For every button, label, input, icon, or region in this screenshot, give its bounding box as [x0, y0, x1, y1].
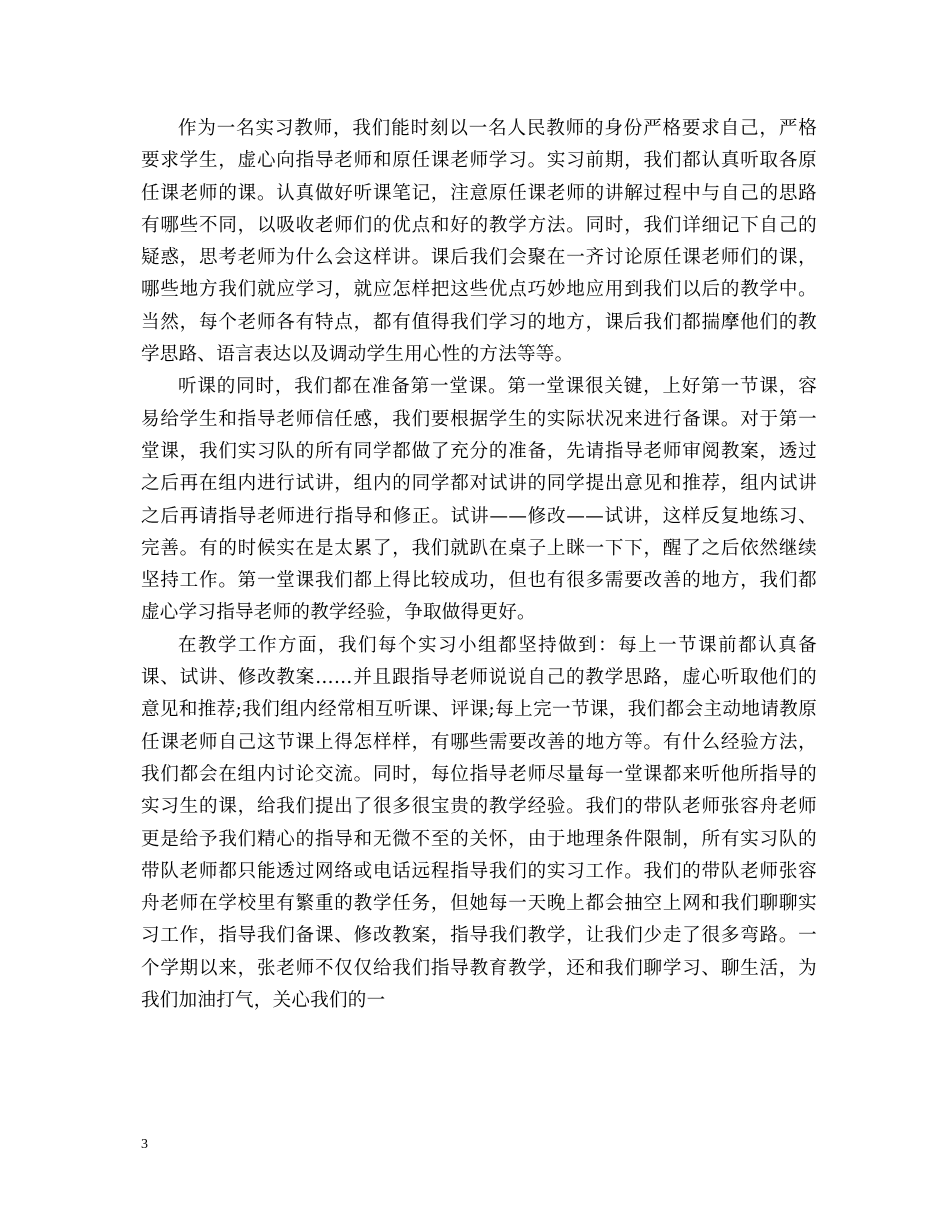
body-text: [141, 113, 817, 1017]
paragraph-2: 听课的同时，我们都在准备第一堂课。第一堂课很关键，上好第一节课，容易给学生和指导老师信任感，我们要根据学生的实际状况来进行备课。对于第一堂课，我们实习队的所有同学都做了充分的准备，先请指导老师审阅教案，透过之后再在组内进行试讲，组内的同学都对试讲的同学提出意见和推荐，组内试讲之后再请指导老师进行指导和修正。试讲——修改——试讲，这样反复地练习、完善。有的时候实在是太累了，我们就趴在桌子上眯一下下，醒了之后依然继续坚持工作。第一堂课我们都上得比较成功，但也有很多需要改善的地方，我们都虚心学习指导老师的教学经验，争取做得更好。: [141, 376, 817, 624]
paragraph-1: 作为一名实习教师，我们能时刻以一名人民教师的身份严格要求自己，严格要求学生，虚心向指导老师和原任课老师学习。实习前期，我们都认真听取各原任课老师的课。认真做好听课笔记，注意原任课老师的讲解过程中与自己的思路有哪些不同，以吸收老师们的优点和好的教学方法。同时，我们详细记下自己的疑惑，思考老师为什么会这样讲。课后我们会聚在一齐讨论原任课老师们的课，哪些地方我们就应学习，就应怎样把这些优点巧妙地应用到我们以后的教学中。当然，每个老师各有特点，都有值得我们学习的地方，课后我们都揣摩他们的教学思路、语言表达以及调动学生用心性的方法等等。: [141, 118, 817, 366]
page-number: 3: [141, 1137, 148, 1152]
paragraph-3: 在教学工作方面，我们每个实习小组都坚持做到：每上一节课前都认真备课、试讲、修改教案……并且跟指导老师说说自己的教学思路，虚心听取他们的意见和推荐;我们组内经常相互听课、评课;每上完一节课，我们都会主动地请教原任课老师自己这节课上得怎样样，有哪些需要改善的地方等。有什么经验方法，我们都会在组内讨论交流。同时，每位指导老师尽量每一堂课都来听他所指导的实习生的课，给我们提出了很多很宝贵的教学经验。我们的带队老师张容舟老师更是给予我们精心的指导和无微不至的关怀，由于地理条件限制，所有实习队的带队老师都只能透过网络或电话远程指导我们的实习工作。我们的带队老师张容舟老师在学校里有繁重的教学任务，但她每一天晚上都会抽空上网和我们聊聊实习工作，指导我们备课、修改教案，指导我们教学，让我们少走了很多弯路。一个学期以来，张老师不仅仅给我们指导教育教学，还和我们聊学习、聊生活，为我们加油打气，关心我们的一: [141, 634, 817, 1012]
